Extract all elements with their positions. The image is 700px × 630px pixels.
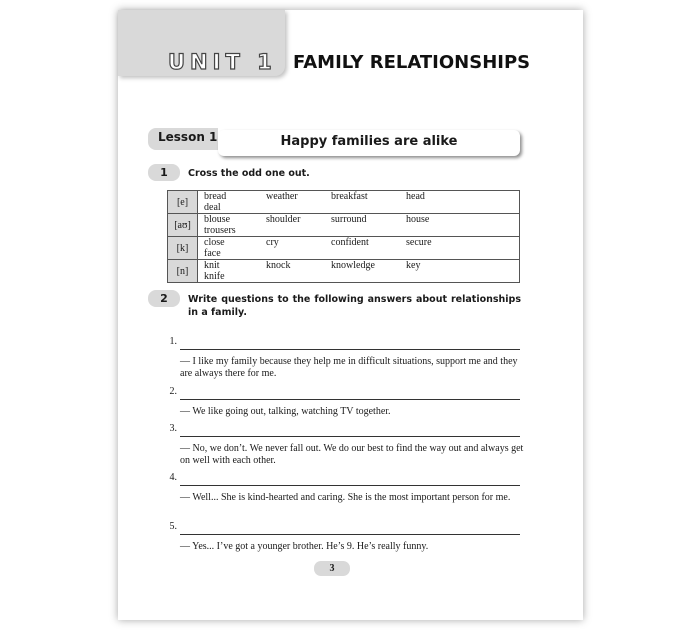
- question-number: 1.: [169, 336, 177, 347]
- words-cell: [198, 260, 520, 283]
- exercise-2-badge: 2: [148, 290, 180, 307]
- unit-title: FAMILY RELATIONSHIPS: [293, 52, 531, 73]
- exercise-1-instruction: Cross the odd one out.: [188, 168, 310, 179]
- word[interactable]: knit: [204, 260, 220, 271]
- table-row: [168, 260, 520, 283]
- word[interactable]: confident: [331, 237, 369, 248]
- word[interactable]: knock: [266, 260, 291, 271]
- answer-text: — Yes... I’ve got a younger brother. He’s 9. He’s really funny.: [180, 541, 429, 552]
- question-number: 5.: [169, 521, 177, 532]
- table-row: [168, 214, 520, 237]
- question-answer-line[interactable]: [180, 349, 520, 350]
- lesson-title: Happy families are alike: [280, 134, 458, 149]
- answer-text: — No, we don’t. We never fall out. We do our best to find the way out and always get on well with each other.: [180, 443, 524, 466]
- page-number: 3: [314, 561, 350, 576]
- word[interactable]: surround: [331, 214, 367, 225]
- sound-cell: [e]: [168, 191, 198, 214]
- sound-cell: [aʊ]: [168, 214, 198, 237]
- word[interactable]: weather: [266, 191, 298, 202]
- sound-cell: [k]: [168, 237, 198, 260]
- word[interactable]: knowledge: [331, 260, 375, 271]
- word[interactable]: house: [406, 214, 430, 225]
- words-cell: [198, 214, 520, 237]
- question-number: 2.: [169, 386, 177, 397]
- word[interactable]: shoulder: [266, 214, 301, 225]
- question-answer-line[interactable]: [180, 485, 520, 486]
- unit-label: UNIT 1: [168, 50, 277, 74]
- word[interactable]: knife: [204, 271, 225, 282]
- answer-text: — We like going out, talking, watching TV together.: [180, 406, 391, 417]
- word[interactable]: bread: [204, 191, 227, 202]
- sound-cell: [n]: [168, 260, 198, 283]
- word[interactable]: face: [204, 248, 221, 259]
- question-answer-line[interactable]: [180, 399, 520, 400]
- table-row: [168, 191, 520, 214]
- answer-text: — I like my family because they help me in difficult situations, support me and they are always there for me.: [180, 356, 518, 379]
- words-cell: [198, 237, 520, 260]
- lesson-label: Lesson 1: [158, 130, 218, 144]
- answer-text: — Well... She is kind-hearted and caring. She is the most important person for me.: [180, 492, 511, 503]
- question-answer-line[interactable]: [180, 436, 520, 437]
- question-answer-line[interactable]: [180, 534, 520, 535]
- word[interactable]: blouse: [204, 214, 231, 225]
- word[interactable]: trousers: [204, 225, 236, 236]
- word[interactable]: close: [204, 237, 225, 248]
- question-number: 4.: [169, 472, 177, 483]
- question-number: 3.: [169, 423, 177, 434]
- odd-one-out-table: [167, 190, 520, 283]
- exercise-1-badge: 1: [148, 164, 180, 181]
- word[interactable]: deal: [204, 202, 221, 213]
- exercise-2-instruction: Write questions to the following answers about relationships in a family.: [188, 294, 521, 318]
- word[interactable]: breakfast: [331, 191, 368, 202]
- word[interactable]: head: [406, 191, 425, 202]
- word[interactable]: cry: [266, 237, 279, 248]
- table-row: [168, 237, 520, 260]
- words-cell: [198, 191, 520, 214]
- word[interactable]: key: [406, 260, 421, 271]
- word[interactable]: secure: [406, 237, 432, 248]
- workbook-page: [118, 10, 583, 620]
